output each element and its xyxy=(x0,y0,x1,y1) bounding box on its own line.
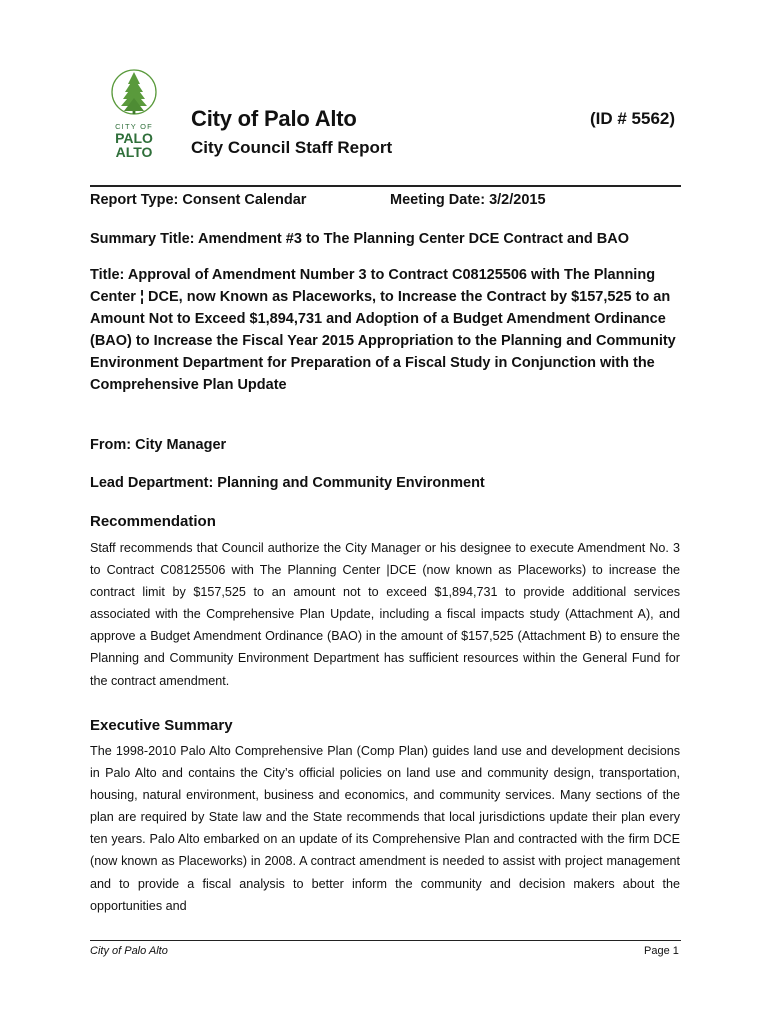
meeting-date: Meeting Date: 3/2/2015 xyxy=(390,192,546,208)
executive-summary-heading: Executive Summary xyxy=(90,717,233,734)
footer-org: City of Palo Alto xyxy=(90,945,168,957)
page-title: City of Palo Alto xyxy=(191,106,357,131)
recommendation-text: Staff recommends that Council authorize the City Manager or his designee to execute Amendment No. 3 to Contract C08125506 with The Planning Center |DCE (now known as Placeworks) to increase the contract limit by $157,525 to an amount not to exceed $1,894,731 to provide additional services associated with the Comprehensive Plan Update, including a fiscal impacts study (Attachment A), and approve a Budget Amendment Ordinance (BAO) in the amount of $157,525 (Attachment B) to ensure the Planning and Community Environment Department has sufficient resources within the General Fund for the contract amendment. xyxy=(90,541,680,688)
report-title: Title: Approval of Amendment Number 3 to Contract C08125506 with The Planning Center ¦ DCE, now Known as Placeworks, to Increase the Contract by $157,525 to an Amount Not to Exceed $1,894,731 and Adoption of a Budget Amendment Ordinance (BAO) to Increase the Fiscal Year 2015 Appropriation to the Planning and Community Environment Department for Preparation of a Fiscal Study in Conjunction with the Comprehensive Plan Update xyxy=(90,267,676,393)
from-line: From: City Manager xyxy=(90,437,227,453)
tree-icon xyxy=(104,66,164,160)
header-divider xyxy=(90,185,681,187)
executive-summary-text: The 1998-2010 Palo Alto Comprehensive Plan (Comp Plan) guides land use and development decisions in Palo Alto and contains the City’s official policies on land use and community design, transportation, housing, natural environment, business and economics, and community services. Many sections of the plan are required by State law and the State recommends that local jurisdictions update their plan every ten years. Palo Alto embarked on an update of its Comprehensive Plan and contracted with the firm DCE (now known as Placeworks) in 2008. A contract amendment is needed to assist with project management and to provide a fiscal analysis to better inform the community and decision makers about the opportunities and xyxy=(90,744,680,913)
footer-divider xyxy=(90,940,681,941)
lead-department: Lead Department: Planning and Community Environment xyxy=(90,475,485,491)
recommendation-heading: Recommendation xyxy=(90,513,216,530)
summary-title: Summary Title: Amendment #3 to The Planning Center DCE Contract and BAO xyxy=(90,231,629,247)
city-logo xyxy=(104,66,164,160)
logo-text-cityof: CITY OF xyxy=(115,122,153,131)
report-id: (ID # 5562) xyxy=(590,109,676,128)
page-number: Page 1 xyxy=(644,945,679,957)
report-subtitle: City Council Staff Report xyxy=(191,138,393,157)
logo-text-palo: PALO xyxy=(115,130,153,146)
report-type: Report Type: Consent Calendar xyxy=(90,192,307,208)
logo-text-alto: ALTO xyxy=(115,144,153,160)
